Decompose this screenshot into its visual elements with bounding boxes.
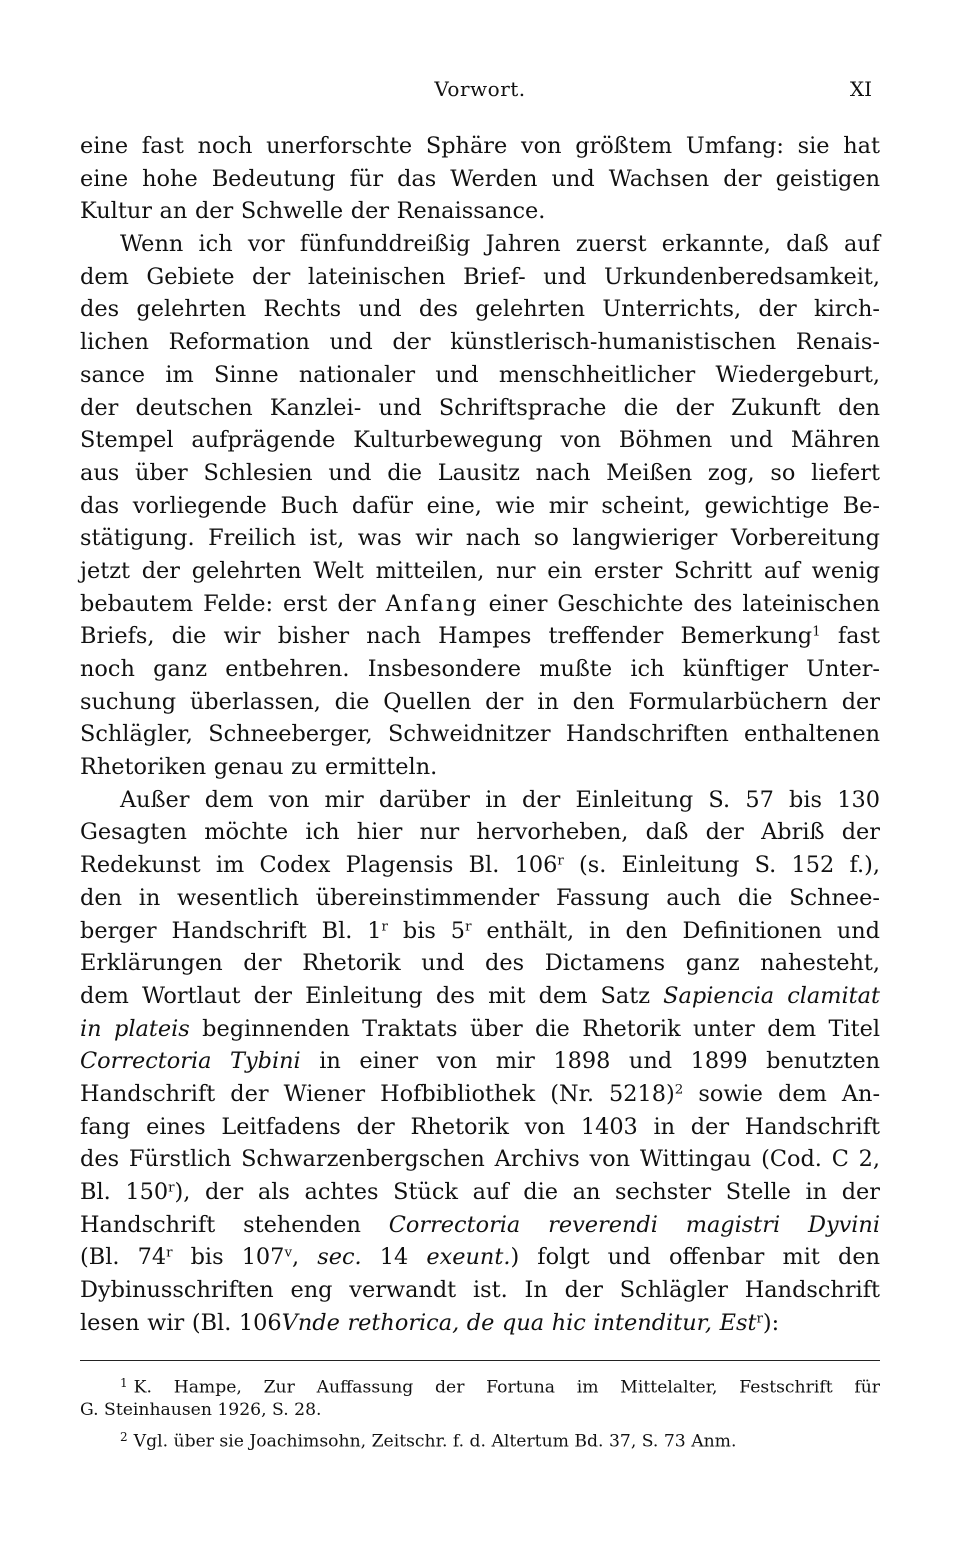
text-run: 14 bbox=[361, 1244, 427, 1271]
italic-text: Sapiencia clamitat bbox=[663, 982, 880, 1009]
text-line: des Fürstlich Schwarzenbergschen Archivs von Wittingau (Cod. C 2, bbox=[80, 1146, 880, 1173]
text-line: Erklärungen der Rhetorik und des Dictamens ganz nahesteht, bbox=[80, 950, 880, 977]
superscript: r bbox=[381, 919, 388, 935]
text-run: ), der als achtes Stück auf die an sechster Stelle in der bbox=[174, 1179, 880, 1205]
text-run: in einer von mir 1898 und 1899 benutzten bbox=[300, 1048, 881, 1075]
footnote-line bbox=[80, 1370, 880, 1397]
spaced-emphasis: Anfang bbox=[385, 590, 479, 617]
text-line bbox=[80, 1307, 880, 1340]
superscript: r bbox=[756, 1311, 763, 1327]
text-line: Außer dem von mir darüber in der Einleitung S. 57 bis 130 bbox=[120, 786, 880, 813]
text-run: bebautem Felde: erst der bbox=[80, 590, 386, 617]
text-run: lesen wir (Bl. 106 bbox=[80, 1309, 282, 1336]
superscript: 1 bbox=[812, 624, 821, 640]
text-line bbox=[80, 1241, 880, 1274]
footnote-number: 2 bbox=[120, 1430, 128, 1444]
text-run: beginnenden Traktats über die Rhetorik unter dem Titel bbox=[189, 1015, 880, 1042]
text-line: noch ganz entbehren. Insbesondere mußte ich künftiger Unter- bbox=[80, 656, 880, 682]
text-run: Handschrift der Wiener Hofbibliothek (Nr. 5218) bbox=[80, 1080, 675, 1107]
footnote-line bbox=[80, 1397, 880, 1424]
superscript: 2 bbox=[674, 1082, 684, 1098]
superscript: v bbox=[284, 1245, 293, 1261]
text-line bbox=[80, 1176, 880, 1209]
italic-text: Vnde rethorica, de qua hic intenditur, Est bbox=[281, 1309, 757, 1336]
text-run: ): bbox=[762, 1309, 780, 1336]
text-line bbox=[80, 588, 880, 621]
superscript: r bbox=[557, 853, 564, 869]
text-line: suchung überlassen, die Quellen der in den Formularbüchern der bbox=[80, 688, 880, 715]
text-line: Dybinusschriften eng verwandt ist. In der Schlägler Handschrift bbox=[80, 1277, 880, 1304]
text-run: berger Handschrift Bl. 1 bbox=[80, 917, 382, 944]
text-line bbox=[80, 1013, 880, 1046]
superscript: r bbox=[168, 1180, 175, 1196]
text-line: das vorliegende Buch dafür eine, wie mir scheint, gewichtige Be- bbox=[80, 492, 880, 519]
main-text bbox=[80, 130, 880, 1339]
text-line: Kultur an der Schwelle der Renaissance. bbox=[80, 198, 546, 225]
text-line: eine fast noch unerforschte Sphäre von größtem Umfang: sie hat bbox=[80, 133, 880, 159]
text-run: ) folgt und offenbar mit den bbox=[510, 1244, 880, 1271]
text-line: fang eines Leitfadens der Rhetorik von 1403 in der Handschrift bbox=[80, 1113, 880, 1140]
text-line bbox=[80, 980, 880, 1013]
text-line bbox=[80, 1078, 880, 1111]
text-line: stätigung. Freilich ist, was wir nach so langwieriger Vorbereitung bbox=[80, 525, 880, 552]
footnotes bbox=[80, 1370, 880, 1451]
italic-text: Correctoria reverendi magistri Dyvini bbox=[388, 1211, 880, 1238]
text-line: aus über Schlesien und die Lausitz nach Meißen zog, so liefert bbox=[80, 459, 880, 486]
text-line: Gesagten möchte ich hier nur hervorheben, daß der Abriß der bbox=[80, 819, 880, 846]
text-run: , bbox=[292, 1244, 318, 1271]
text-line: den in wesentlich übereinstimmender Fassung auch die Schnee- bbox=[80, 884, 880, 911]
text-line bbox=[80, 849, 880, 882]
text-line bbox=[80, 620, 880, 653]
text-line: des gelehrten Rechts und des gelehrten Unterrichts, der kirch- bbox=[80, 296, 880, 323]
text-run: einer Geschichte des lateinischen bbox=[478, 590, 880, 617]
italic-text: Correctoria Tybini bbox=[80, 1048, 301, 1075]
text-line bbox=[80, 1209, 880, 1242]
text-run: bis 5 bbox=[387, 917, 466, 944]
text-run: (s. Einleitung S. 152 f.), bbox=[563, 852, 880, 879]
text-line: der deutschen Kanzlei- und Schriftsprache die der Zukunft den bbox=[80, 394, 880, 421]
superscript: r bbox=[465, 919, 472, 935]
text-line: dem Gebiete der lateinischen Brief- und Urkundenberedsamkeit, bbox=[80, 263, 880, 290]
text-line: Schlägler, Schneeberger, Schweidnitzer Handschriften enthaltenen bbox=[80, 721, 880, 748]
page-number: XI bbox=[849, 77, 872, 101]
text-line: sance im Sinne nationaler und menschheitlicher Wiedergeburt, bbox=[80, 361, 880, 388]
text-line: Wenn ich vor fünfunddreißig Jahren zuerst erkannte, daß auf bbox=[120, 231, 880, 258]
italic-text: in plateis bbox=[80, 1015, 190, 1042]
text-run: sowie dem An- bbox=[683, 1080, 881, 1107]
text-line bbox=[80, 1045, 880, 1078]
footnote-number: 1 bbox=[120, 1376, 128, 1390]
text-line: Stempel aufprägende Kulturbewegung von Böhmen und Mähren bbox=[80, 427, 880, 454]
running-header bbox=[80, 72, 880, 106]
footnote-rule bbox=[80, 1360, 880, 1361]
text-line: jetzt der gelehrten Welt mitteilen, nur ein erster Schritt auf wenig bbox=[80, 557, 880, 584]
chapter-title: Vorwort. bbox=[434, 77, 526, 101]
footnote-text: K. Hampe, Zur Auffassung der Fortuna im Mittelalter, Festschrift für bbox=[133, 1377, 880, 1398]
text-line bbox=[80, 915, 880, 948]
text-line: lichen Reformation und der künstlerisch-humanistischen Renais- bbox=[80, 329, 880, 356]
footnote-text: Vgl. über sie Joachimsohn, Zeitschr. f. d. Altertum Bd. 37, S. 73 Anm. bbox=[133, 1431, 737, 1452]
text-run: Redekunst im Codex Plagensis Bl. 106 bbox=[80, 852, 558, 879]
superscript: r bbox=[166, 1245, 173, 1261]
footnote-line bbox=[80, 1424, 880, 1451]
footnote-text: G. Steinhausen 1926, S. 28. bbox=[80, 1400, 322, 1420]
italic-text: exeunt. bbox=[426, 1244, 511, 1271]
italic-text: sec. bbox=[317, 1244, 362, 1271]
text-run: Briefs, die wir bisher nach Hampes treffender Bemerkung bbox=[80, 623, 813, 650]
text-run: enthält, in den Definitionen und bbox=[471, 917, 881, 944]
text-line: eine hohe Bedeutung für das Werden und Wachsen der geistigen bbox=[80, 165, 880, 192]
text-run: fast bbox=[820, 623, 880, 650]
text-line: Rhetoriken genau zu ermitteln. bbox=[80, 754, 438, 781]
text-run: bis 107 bbox=[172, 1244, 285, 1271]
text-run: Handschrift stehenden bbox=[80, 1211, 389, 1238]
text-run: (Bl. 74 bbox=[80, 1244, 167, 1271]
text-run: dem Wortlaut der Einleitung des mit dem Satz bbox=[80, 982, 664, 1009]
text-run: Bl. 150 bbox=[80, 1179, 169, 1205]
